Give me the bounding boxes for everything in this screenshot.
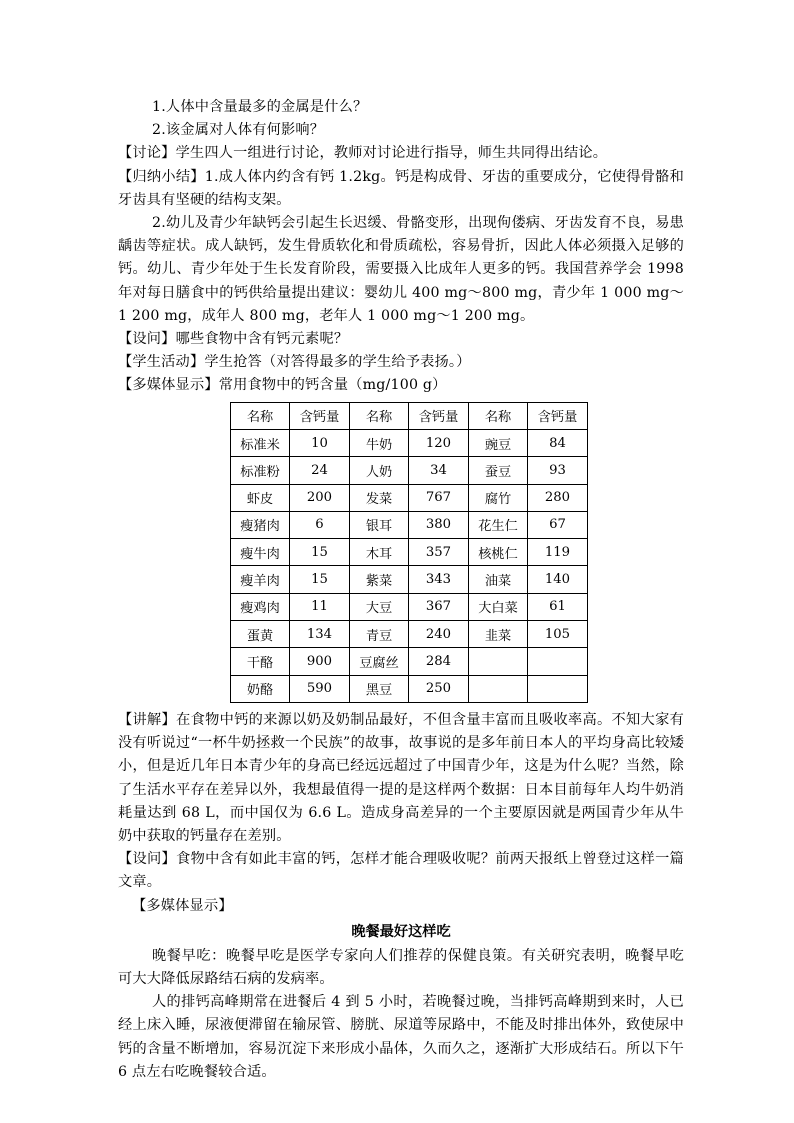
calcium-value-cell: 11 bbox=[290, 593, 350, 620]
food-name-cell: 黑豆 bbox=[350, 675, 409, 702]
activity-text: 学生抢答（对答得最多的学生给予表扬。） bbox=[204, 354, 471, 371]
table-header-cell: 名称 bbox=[350, 402, 409, 429]
calcium-value-cell: 200 bbox=[290, 484, 350, 511]
calcium-value-cell: 105 bbox=[528, 621, 588, 648]
food-name-cell: 银耳 bbox=[350, 511, 409, 538]
discussion-paragraph bbox=[118, 142, 684, 165]
calcium-value-cell: 280 bbox=[528, 484, 588, 511]
calcium-value-cell: 84 bbox=[528, 429, 588, 456]
food-name-cell: 人奶 bbox=[350, 457, 409, 484]
explain-paragraph bbox=[118, 709, 684, 848]
calcium-value-cell bbox=[528, 648, 588, 675]
calcium-value-cell: 380 bbox=[409, 511, 469, 538]
calcium-value-cell: 61 bbox=[528, 593, 588, 620]
table-header-cell: 名称 bbox=[231, 402, 290, 429]
table-header-cell: 含钙量 bbox=[290, 402, 350, 429]
food-name-cell: 紫菜 bbox=[350, 566, 409, 593]
article-paragraph-1: 晚餐早吃：晚餐早吃是医学专家向人们推荐的保健良策。有关研究表明，晚餐早吃可大大降低尿路结石病的发病率。 bbox=[118, 947, 684, 987]
calcium-value-cell: 120 bbox=[409, 429, 469, 456]
article-paragraph-2: 人的排钙高峰期常在进餐后 4 到 5 小时，若晚餐过晚，当排钙高峰期到来时，人已经上床入睡，尿液便滞留在输尿管、膀胱、尿道等尿路中，不能及时排出体外，致使尿中钙的含量不断增加，容易沉淀下来形成小晶体，久而久之，逐渐扩大形成结石。所以下午 6 点左右吃晚餐较合适。 bbox=[118, 994, 684, 1080]
table-row bbox=[231, 593, 588, 620]
food-name-cell: 虾皮 bbox=[231, 484, 290, 511]
media-label-1: 【多媒体显示】 bbox=[118, 377, 219, 394]
table-caption: 常用食物中的钙含量（mg/100 g） bbox=[218, 377, 447, 394]
table-row bbox=[231, 457, 588, 484]
table-row bbox=[231, 429, 588, 456]
calcium-value-cell: 15 bbox=[290, 566, 350, 593]
food-name-cell: 干酪 bbox=[231, 648, 290, 675]
media-paragraph-1 bbox=[118, 374, 684, 397]
food-name-cell: 腐竹 bbox=[469, 484, 528, 511]
table-row bbox=[231, 511, 588, 538]
food-name-cell: 标准米 bbox=[231, 429, 290, 456]
calcium-value-cell: 284 bbox=[409, 648, 469, 675]
discussion-text: 学生四人一组进行讨论，教师对讨论进行指导，师生共同得出结论。 bbox=[175, 145, 608, 162]
table-row bbox=[231, 484, 588, 511]
calcium-value-cell: 590 bbox=[290, 675, 350, 702]
summary-label: 【归纳小结】 bbox=[118, 168, 205, 185]
document-page bbox=[118, 96, 684, 1084]
calcium-value-cell: 119 bbox=[528, 539, 588, 566]
food-name-cell: 花生仁 bbox=[469, 511, 528, 538]
calcium-table bbox=[230, 402, 588, 703]
calcium-value-cell: 357 bbox=[409, 539, 469, 566]
table-header-cell: 名称 bbox=[469, 402, 528, 429]
table-header-cell: 含钙量 bbox=[409, 402, 469, 429]
media-paragraph-2: 【多媒体显示】 bbox=[132, 897, 233, 914]
calcium-value-cell: 140 bbox=[528, 566, 588, 593]
calcium-value-cell: 34 bbox=[409, 457, 469, 484]
food-name-cell: 青豆 bbox=[350, 621, 409, 648]
food-name-cell: 蚕豆 bbox=[469, 457, 528, 484]
ask-paragraph-1 bbox=[118, 328, 684, 351]
summary-paragraph-1 bbox=[118, 166, 684, 212]
table-row bbox=[231, 675, 588, 702]
food-name-cell: 核桃仁 bbox=[469, 539, 528, 566]
explain-text: 在食物中钙的来源以奶及奶制品最好，不但含量丰富而且吸收率高。不知大家有没有听说过“一杯牛奶拯救一个民族”的故事，故事说的是多年前日本人的平均身高比较矮小，但是近几年日本青少年的身高已经远远超过了中国青少年，这是为什么呢？当然，除了生活水平存在差异以外，我想最值得一提的是这样两个数据：日本目前每年人均牛奶消耗量达到 68 L，而中国仅为 6.6 L。造成身高差异的一个主要原因就是两国青少年从牛奶中获取的钙量存在差别。 bbox=[118, 711, 684, 844]
food-name-cell: 豌豆 bbox=[469, 429, 528, 456]
food-name-cell: 大白菜 bbox=[469, 593, 528, 620]
calcium-value-cell: 767 bbox=[409, 484, 469, 511]
ask-paragraph-2 bbox=[118, 848, 684, 894]
food-name-cell: 油菜 bbox=[469, 566, 528, 593]
discussion-label: 【讨论】 bbox=[118, 145, 176, 162]
article-title: 晚餐最好这样吃 bbox=[351, 923, 451, 940]
calcium-value-cell: 67 bbox=[528, 511, 588, 538]
table-row bbox=[231, 648, 588, 675]
food-name-cell: 标准粉 bbox=[231, 457, 290, 484]
food-name-cell: 木耳 bbox=[350, 539, 409, 566]
food-name-cell: 发菜 bbox=[350, 484, 409, 511]
calcium-value-cell: 24 bbox=[290, 457, 350, 484]
question-2: 2.该金属对人体有何影响？ bbox=[152, 122, 325, 139]
food-name-cell: 豆腐丝 bbox=[350, 648, 409, 675]
table-header-cell: 含钙量 bbox=[528, 402, 588, 429]
ask-text-1: 哪些食物中含有钙元素呢？ bbox=[175, 331, 349, 348]
calcium-value-cell: 367 bbox=[409, 593, 469, 620]
ask-label-2: 【设问】 bbox=[118, 851, 177, 868]
explain-label: 【讲解】 bbox=[118, 711, 177, 728]
table-row bbox=[231, 539, 588, 566]
calcium-value-cell: 134 bbox=[290, 621, 350, 648]
food-name-cell: 韭菜 bbox=[469, 621, 528, 648]
summary-paragraph-2: 2.幼儿及青少年缺钙会引起生长迟缓、骨骼变形，出现佝偻病、牙齿发育不良，易患龋齿等症状。成人缺钙，发生骨质软化和骨质疏松，容易骨折，因此人体必须摄入足够的钙。幼儿、青少年处于生长发育阶段，需要摄入比成年人更多的钙。我国营养学会 1998 年对每日膳食中的钙供给量提出建议：婴幼儿 400 mg～800 mg，青少年 1 000 mg～1 200 mg，成年人 800 mg，老年人 1 000 mg～1 200 mg。 bbox=[118, 215, 684, 324]
calcium-value-cell: 343 bbox=[409, 566, 469, 593]
calcium-value-cell: 900 bbox=[290, 648, 350, 675]
food-name-cell: 瘦羊肉 bbox=[231, 566, 290, 593]
calcium-value-cell: 250 bbox=[409, 675, 469, 702]
calcium-value-cell: 10 bbox=[290, 429, 350, 456]
calcium-value-cell: 6 bbox=[290, 511, 350, 538]
calcium-value-cell: 240 bbox=[409, 621, 469, 648]
food-name-cell: 瘦鸡肉 bbox=[231, 593, 290, 620]
food-name-cell bbox=[469, 675, 528, 702]
food-name-cell bbox=[469, 648, 528, 675]
food-name-cell: 奶酪 bbox=[231, 675, 290, 702]
ask-text-2: 食物中含有如此丰富的钙，怎样才能合理吸收呢？前两天报纸上曾登过这样一篇文章。 bbox=[118, 851, 684, 891]
ask-label-1: 【设问】 bbox=[118, 331, 176, 348]
food-name-cell: 瘦牛肉 bbox=[231, 539, 290, 566]
calcium-value-cell: 15 bbox=[290, 539, 350, 566]
calcium-value-cell: 93 bbox=[528, 457, 588, 484]
summary-text-1: 1.成人体内约含有钙 1.2kg。钙是构成骨、牙齿的重要成分，它使得骨骼和牙齿具有坚硬的结构支架。 bbox=[118, 168, 684, 208]
calcium-value-cell bbox=[528, 675, 588, 702]
question-1: 1.人体中含量最多的金属是什么？ bbox=[152, 99, 368, 115]
food-name-cell: 蛋黄 bbox=[231, 621, 290, 648]
table-header-row bbox=[231, 402, 588, 429]
food-name-cell: 瘦猪肉 bbox=[231, 511, 290, 538]
food-name-cell: 大豆 bbox=[350, 593, 409, 620]
table-row bbox=[231, 566, 588, 593]
food-name-cell: 牛奶 bbox=[350, 429, 409, 456]
table-row bbox=[231, 621, 588, 648]
activity-paragraph bbox=[118, 351, 684, 374]
activity-label: 【学生活动】 bbox=[118, 354, 205, 371]
